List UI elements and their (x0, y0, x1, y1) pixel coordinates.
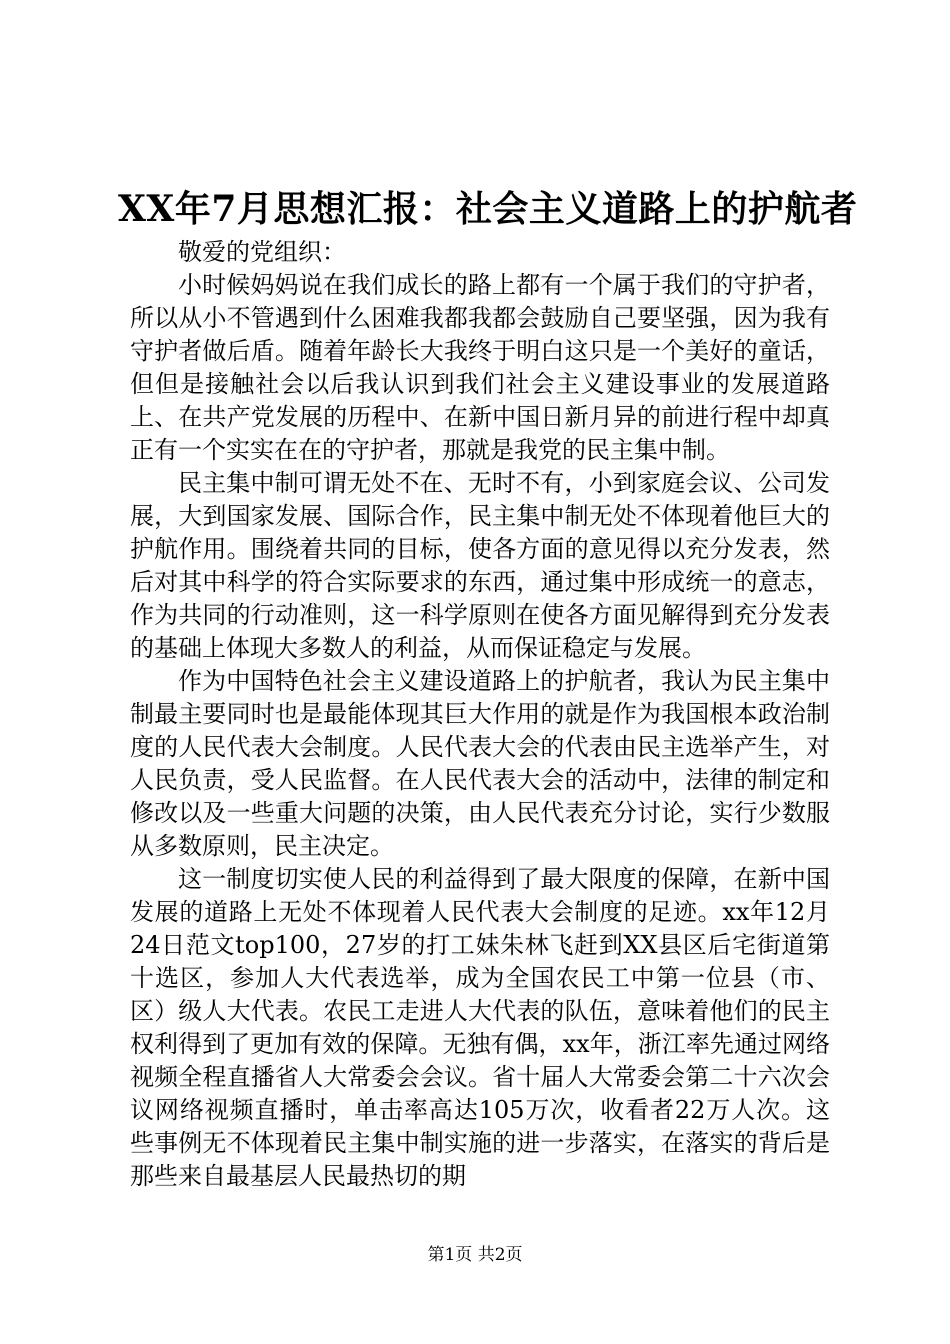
paragraph: 作为中国特色社会主义建设道路上的护航者，我认为民主集中制最主要同时也是最能体现其巨大作用的就是作为我国根本政治制度的人民代表大会制度。人民代表大会的代表由民主选举产生，对人民负责，受人民监督。在人民代表大会的活动中，法律的制定和修改以及一些重大问题的决策，由人民代表充分讨论，实行少数服从多数原则，民主决定。 (130, 667, 830, 860)
paragraph: 这一制度切实使人民的利益得到了最大限度的保障，在新中国发展的道路上无处不体现着人民代表大会制度的足迹。xx年12月24日范文top100，27岁的打工妹朱林飞赶到XX县区后宅街道第十选区，参加人大代表选举，成为全国农民工中第一位县（市、区）级人大代表。农民工走进人大代表的队伍，意味着他们的民主权利得到了更加有效的保障。无独有偶，xx年，浙江率先通过网络视频全程直播省人大常委会会议。省十届人大常委会第二十六次会议网络视频直播时，单击率高达105万次，收看者22万人次。这些事例无不体现着民主集中制实施的进一步落实，在落实的背后是那些来自最基层人民最热切的期 (130, 865, 830, 1190)
salutation: 敬爱的党组织： (178, 238, 346, 266)
paragraph: 小时候妈妈说在我们成长的路上都有一个属于我们的守护者，所以从小不管遇到什么困难我都我都会鼓励自己要坚强，因为我有守护者做后盾。随着年龄长大我终于明白这只是一个美好的童话，但但是接触社会以后我认识到我们社会主义建设事业的发展道路上、在共产党发展的历程中、在新中国日新月异的前进行程中却真正有一个实实在在的守护者，那就是我党的民主集中制。 (130, 271, 830, 464)
page-number-footer: 第1页 共2页 (427, 1245, 523, 1265)
document-title: XX年7月思想汇报：社会主义道路上的护航者 (118, 188, 858, 230)
paragraph: 民主集中制可谓无处不在、无时不有，小到家庭会议、公司发展，大到国家发展、国际合作，民主集中制无处不体现着他巨大的护航作用。围绕着共同的目标，使各方面的意见得以充分发表，然后对其中科学的符合实际要求的东西，通过集中形成统一的意志，作为共同的行动准则，这一科学原则在使各方面见解得到充分发表的基础上体现大多数人的利益，从而保证稳定与发展。 (130, 469, 830, 662)
document-body (130, 236, 830, 1193)
